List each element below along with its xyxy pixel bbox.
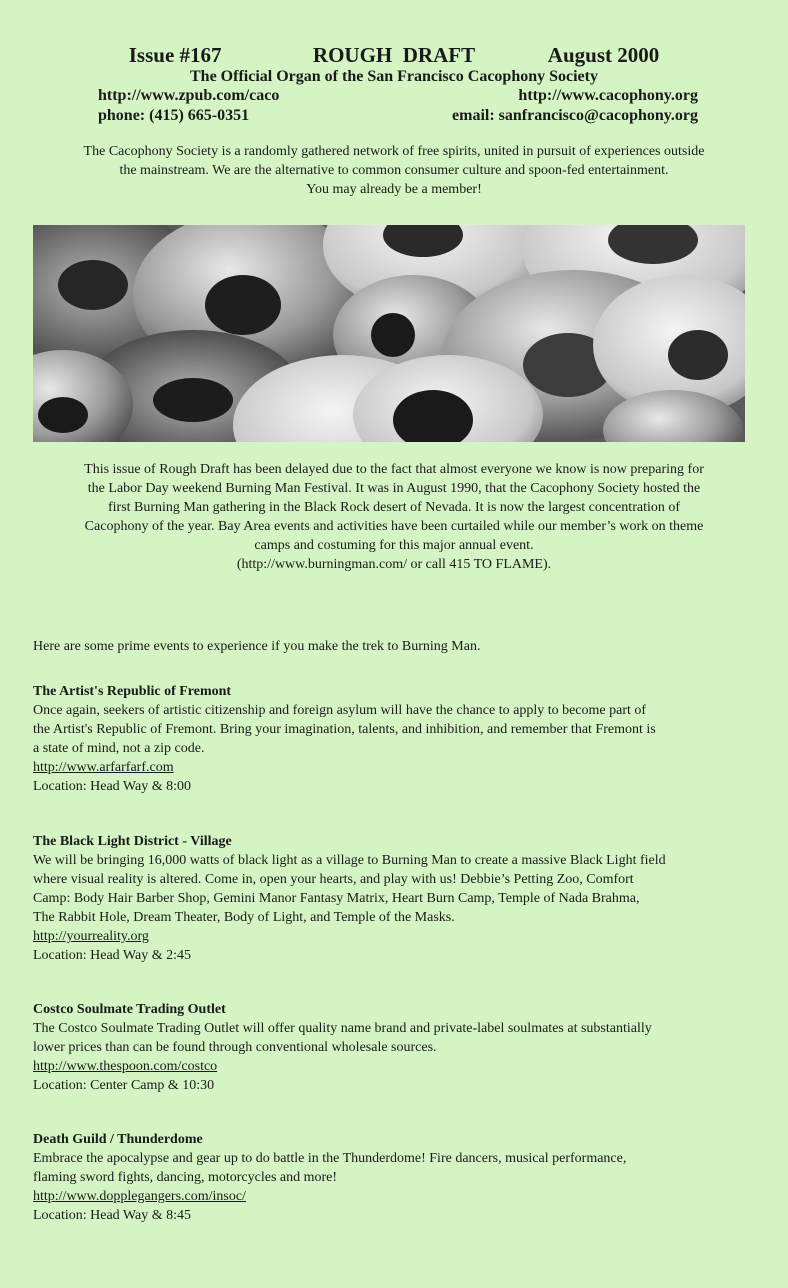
email-address[interactable]: email: sanfrancisco@cacophony.org (452, 107, 698, 124)
event-description-line: Camp: Body Hair Barber Shop, Gemini Manor Fantasy Matrix, Heart Burn Camp, Temple of Nada Brahma, (33, 891, 640, 906)
event-description-line: The Costco Soulmate Trading Outlet will offer quality name brand and private-label soulmates at substantially (33, 1021, 652, 1036)
delay-notice (30, 460, 758, 574)
event-description-line: The Rabbit Hole, Dream Theater, Body of Light, and Temple of the Masks. (33, 910, 455, 925)
event-link[interactable]: http://www.thespoon.com/costco (33, 1059, 218, 1074)
intro-line: You may already be a member! (306, 182, 482, 197)
intro-line: the mainstream. We are the alternative to common consumer culture and spoon-fed entertainment. (119, 163, 669, 178)
event-title: Costco Soulmate Trading Outlet (33, 1002, 226, 1017)
event-description-line: the Artist's Republic of Fremont. Bring your imagination, talents, and inhibition, and remember that Fremont is (33, 722, 656, 737)
phone-number: phone: (415) 665-0351 (98, 107, 250, 124)
intro-paragraph (40, 142, 748, 199)
event-link[interactable]: http://www.arfarfarf.com (33, 760, 174, 775)
event-location: Location: Head Way & 8:45 (33, 1208, 192, 1223)
event-description-line: a state of mind, not a zip code. (33, 741, 205, 756)
masthead-subtitle: The Official Organ of the San Francisco Cacophony Society (190, 68, 598, 85)
event-costco-soulmate (33, 1000, 753, 1095)
delay-line: camps and costuming for this major annual event. (254, 538, 534, 553)
url-cacophony[interactable]: http://www.cacophony.org (518, 87, 698, 104)
event-link[interactable]: http://yourreality.org (33, 929, 149, 944)
url-zpub[interactable]: http://www.zpub.com/caco (98, 87, 280, 104)
delay-line: This issue of Rough Draft has been delayed due to the fact that almost everyone we know is now preparing for (84, 462, 704, 477)
event-description-line: We will be bringing 16,000 watts of black light as a village to Burning Man to create a massive Black Light field (33, 853, 666, 868)
event-description-line: Embrace the apocalypse and gear up to do battle in the Thunderdome! Fire dancers, musical performance, (33, 1151, 627, 1166)
event-title: The Black Light District - Village (33, 834, 232, 849)
event-description-line: Once again, seekers of artistic citizenship and foreign asylum will have the chance to apply to become part of (33, 703, 647, 718)
washers-illustration (33, 225, 745, 442)
newsletter-title: ROUGH DRAFT (312, 43, 476, 67)
event-location: Location: Center Camp & 10:30 (33, 1078, 215, 1093)
delay-line: the Labor Day weekend Burning Man Festival. It was in August 1990, that the Cacophony Society hosted the (87, 481, 701, 496)
event-black-light-district (33, 832, 753, 965)
delay-line: first Burning Man gathering in the Black Rock desert of Nevada. It is now the largest concentration of (107, 500, 681, 515)
event-title: Death Guild / Thunderdome (33, 1132, 203, 1147)
masthead-title-row (0, 43, 788, 67)
event-title: The Artist's Republic of Fremont (33, 684, 232, 699)
issue-number: Issue #167 (128, 43, 222, 67)
event-description-line: lower prices than can be found through conventional wholesale sources. (33, 1040, 437, 1055)
issue-date: August 2000 (547, 43, 660, 67)
event-location: Location: Head Way & 2:45 (33, 948, 192, 963)
event-artists-republic (33, 682, 753, 796)
masthead-contact (0, 106, 788, 126)
events-lead-text: Here are some prime events to experience if you make the trek to Burning Man. (33, 639, 481, 654)
delay-line: (http://www.burningman.com/ or call 415 TO FLAME). (236, 557, 552, 572)
event-description-line: where visual reality is altered. Come in, open your hearts, and play with us! Debbie’s Petting Zoo, Comfort (33, 872, 634, 887)
masthead-urls (0, 86, 788, 106)
delay-line: Cacophony of the year. Bay Area events and activities have been curtailed while our member’s work on theme (84, 519, 704, 534)
event-link[interactable]: http://www.dopplegangers.com/insoc/ (33, 1189, 246, 1204)
intro-line: The Cacophony Society is a randomly gathered network of free spirits, united in pursuit of experiences outside (83, 144, 705, 159)
event-location: Location: Head Way & 8:00 (33, 779, 192, 794)
masthead (0, 43, 788, 126)
washers-photo (33, 225, 745, 442)
event-death-guild (33, 1130, 753, 1225)
event-description-line: flaming sword fights, dancing, motorcycles and more! (33, 1170, 338, 1185)
